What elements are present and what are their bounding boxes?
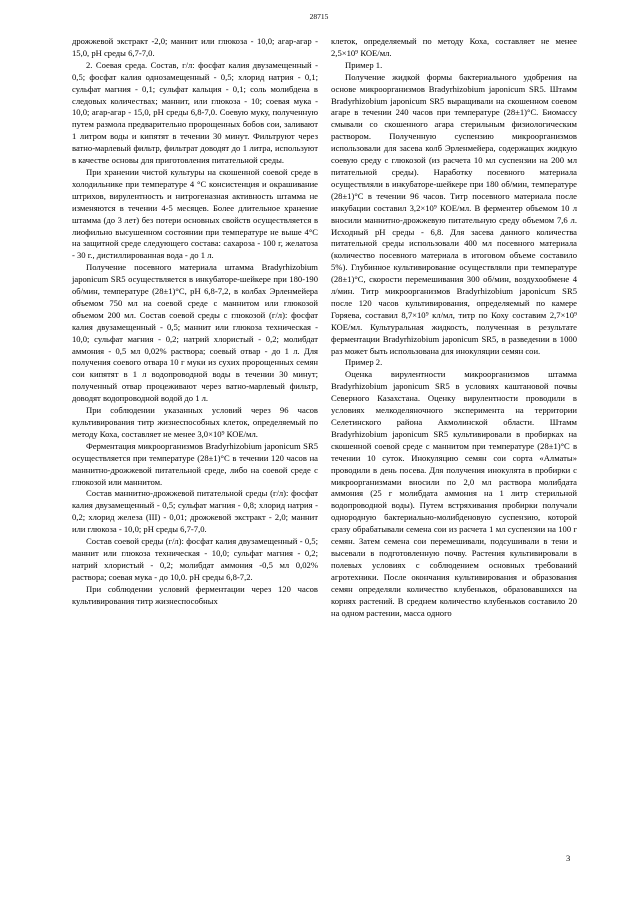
left-text-column bbox=[72, 36, 318, 608]
paragraph: Оценка вирулентности микроорганизмов штамма Bradyrhizobium japonicum SR5 в условиях каштановой почвы Северного Казахстана. Оценку вирулентности проводили в условиях мелкоделяночного эксперимента на территории Селетинского района Акмолинской области. Штамм Bradyrhizobium japonicum SR5 культивировали в пробирках на скошенной соевой среде с маннитом при температуре (28±1)°С в течении 10 суток. Инокуляцию семян сои сорта «Алматы» проводили в день посева. Для получения инокулята в пробирки с микроорганизмами вносили по 2,0 мл раствора молибдата аммония (25 г молибдата аммония на 1 литр стерильной водопроводной воды). Путем встряхивания пробирки получали однородную бактериально-молибденовую суспензию, которой сразу обрабатывали семена сои из расчета 1 мл суспензии на 100 г семян. Затем семена сои перемешивали, подсушивали в тени и высевали в подготовленную почву. Растения культивировали в полевых условиях с соблюдением основных требований агротехники. После окончания культивирования и образования семян определяли количество клубеньков, образовавшихся на корнях растений. В среднем количество клубеньков составило 20 на одном растении, масса одного bbox=[331, 369, 577, 618]
page-number: 3 bbox=[566, 853, 571, 863]
paragraph: клеток, определяемый по методу Коха, составляет не менее 2,5×10⁹ КОЕ/мл. bbox=[331, 36, 577, 58]
paragraph: дрожжевой экстракт -2,0; маннит или глюкоза - 10,0; агар-агар - 15,0, pH среды 6,7-7,0. bbox=[72, 36, 318, 58]
paragraph: При хранении чистой культуры на скошенной соевой среде в холодильнике при температуре 4 °С консистенция и окрашивание штрихов, вирулентность и нитрогеназная активность штамма не изменяются в течении 4-5 месяцев. Более длительное хранение штамма (до 3 лет) без потери основных свойств осуществляется в лиофильно высушенном состоянии при температуре не выше 4°С на защитной среде следующего состава: сахароза - 100 г, желатоза - 30 г., дистиллированная вода - до 1 л. bbox=[72, 166, 318, 261]
paragraph: Ферментация микроорганизмов Bradyrhizobium japonicum SR5 осуществляется при температуре (28±1)°С в течении 120 часов на маннитно-дрожжевой питательной среде, либо на соевой среде с глюкозой или маннитом. bbox=[72, 440, 318, 487]
example-heading: Пример 1. bbox=[345, 59, 383, 70]
right-text-column bbox=[331, 36, 577, 619]
paragraph: 2. Соевая среда. Состав, г/л: фосфат калия двузамещенный - 0,5; фосфат калия однозамещенный - 0,5; хлорид натрия - 0,1; сульфат магния - 0,1; сульфат кальция - 0,1; соль молибдена в следовых количествах; маннит, или глюкоза - 10; соевая мука - 10,0; агар-агар - 15,0, pH среды 6,8-7,0. Соевую муку, полученную путем размола предварительно пророщенных бобов сои, заливают 1 литром воды и кипятят в течении 30 минут. Фильтруют через ватно-марлевый фильтр, фильтрат доводят до 1 литра, используют в качестве основы для приготовления питательной среды. bbox=[72, 59, 318, 166]
example-heading: Пример 2. bbox=[345, 357, 383, 368]
paragraph: Состав маннитно-дрожжевой питательной среды (г/л): фосфат калия двузамещенный - 0,5; сульфат магния - 0,8; хлорид натрия - 0,2; хлорид железа (III) - 0,01; дрожжевой экстракт - 2,0; маннит или глюкоза - 10,0; pH среды 6,7-7,0. bbox=[72, 488, 318, 535]
patent-number: 28715 bbox=[309, 12, 329, 21]
paragraph: Получение жидкой формы бактериального удобрения на основе микроорганизмов Bradyrhizobium japonicum SR5. Штамм Bradyrhizobium japonicum SR5 выращивали на скошенном соевом агаре в течении 240 часов при температуре (28±1)°С. Биомассу смывали со скошенного агара стерильным физиологическим раствором. Полученную суспензию микроорганизмов использовали для засева колб Эрленмейера, содержащих жидкую соевую среду с глюкозой (из расчета 10 мл суспензии на 200 мл питательной среды). Наработку посевного материала осуществляли в инкубаторе-шейкере при 180 об/мин, температуре (28±1)°С в течении 96 часов. Титр посевного материала после инкубации составил 3,2×10⁹ КОЕ/мл. В ферментер объемом 10 л вносили маннитно-дрожжевую питательную среду объемом 7,6 л. Исходный pH среды - 6,8. Для засева данного количества питательной среды использовали 400 мл посевного материала (количество посевного материала в итоговом объеме составило 5%). Глубинное культивирование осуществляли при температуре (28±1)°С, скорости перемешивания 300 об/мин, воздухообмене 4 л/мин. Титр микроорганизмов Bradyrhizobium japonicum SR5 после 120 часов культивирования, определяемый по камере Горяева, составил 8,7×10⁹ кл/мл, титр по Коху составим 2,7×10⁹ КОЕ/мл. Культуральная жидкость, полученная в результате ферментации Bradyrhizobium japonicum SR5, в разведении в 1000 раз может быть использована для инокуляции семян сои. bbox=[331, 71, 577, 356]
paragraph: При соблюдении условий ферментации через 120 часов культивирования титр жизнеспособных bbox=[72, 583, 318, 606]
paragraph: При соблюдении указанных условий через 96 часов культивирования титр жизнеспособных клеток, определяемый по методу Коха, составляет не менее 3,0×10⁹ КОЕ/мл. bbox=[72, 405, 318, 439]
paragraph: Получение посевного материала штамма Bradyrhizobium japonicum SR5 осуществляется в инкубаторе-шейкере при 180-190 об/мин, температуре (28±1)°С, pH 6,8-7,2, в колбах Эрленмейера объемом 750 мл на соевой среде с маннитом или глюкозой объемом 200 мл. Состав соевой среды с глюкозой (г/л): фосфат калия двузамещенный - 0,5; маннит или глюкоза техническая - 10,0; сульфат магния - 0,2; натрий хлористый - 0,2; молибдат аммония - 0,5 мл 0,02% раствора; соевый отвар - до 1 л. Для получения соевого отвара 10 г муки из сухих пророщенных семян сои кипятят в 1 л водопроводной воды в течении 30 минут; полученный отвар процеживают через ватно-марлевый фильтр, доводят водопроводной водой до 1 л. bbox=[72, 262, 318, 404]
paragraph: Состав соевой среды (г/л): фосфат калия двузамещенный - 0,5; маннит или глюкоза техническая - 10,0; сульфат магния - 0,2; натрий хлористый - 0,2; молибдат аммония -0,5 мл 0,02% раствора; соевая мука - до 10,0. pH среды 6,8-7,2. bbox=[72, 536, 318, 582]
